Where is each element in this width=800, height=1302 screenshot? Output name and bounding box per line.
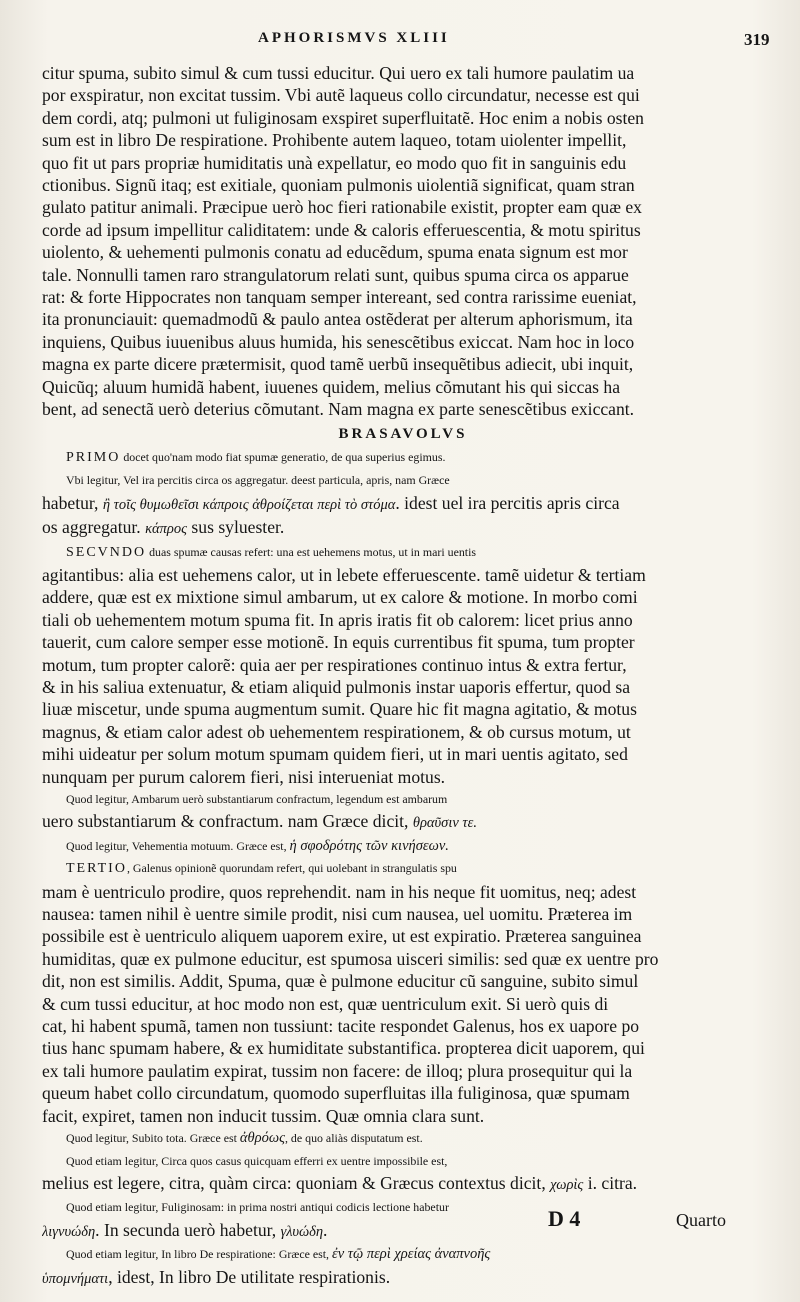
- signature-mark: D 4: [548, 1206, 581, 1231]
- paragraph-tertio: [42, 857, 764, 1127]
- text-segment: duas spumæ causas refert: una est uehemens motus, ut in mari uentis: [146, 544, 477, 559]
- text-line: mihi uideatur per solum motum spumam quidem fieri, ut in mari uentis agitato, sed: [42, 744, 628, 765]
- text-line: [42, 1127, 764, 1149]
- text-line: tius hanc spumam habere, & ex humiditate substantifica. propterea dicit uaporem, qui: [42, 1038, 645, 1059]
- text-line: motum, tum propter calorẽ: quia aer per respirationes continuo intus & extra fertur,: [42, 654, 627, 675]
- text-line: possibile est è uentriculo aliquem uaporem exire, ut est expiratio. Præterea sanguinea: [42, 926, 642, 947]
- text-line: [42, 810, 764, 834]
- greek-quotation: ἀθρόως: [239, 1130, 285, 1147]
- text-segment: , Galenus opinionẽ quorundam refert, qui uolebant in strangulatis spu: [126, 861, 457, 876]
- greek-quotation: λιγνυώδη: [42, 1223, 96, 1240]
- text-line: magna ex parte dicere prætermisit, quod tamẽ uerbũ insequẽtibus adiecit, ubi inquit,: [42, 354, 634, 375]
- text-segment: , de quo aliàs disputatum est.: [284, 1131, 423, 1146]
- paragraph-vehementia: [42, 835, 764, 857]
- greek-quotation: γλυώδη: [280, 1223, 324, 1240]
- text-line: Vbi legitur, Vel ira percitis circa os aggregatur. deest particula, apris, nam Græce: [66, 473, 450, 488]
- section-lead-word: PRIMO: [66, 449, 121, 465]
- text-line: nausea: tamen nihil è uentre simile prodit, nisi cum nausea, uel uomitu. Præterea im: [42, 904, 633, 925]
- paragraph-aphorism-commentary: [42, 62, 764, 421]
- text-segment: sus syluester.: [187, 517, 285, 538]
- text-line: [42, 492, 764, 516]
- running-head: APHORISMVS XLIII: [258, 30, 450, 46]
- text-segment: Quod legitur, Subito tota. Græce est: [66, 1131, 240, 1146]
- section-lead-word: TERTIO: [66, 861, 127, 877]
- greek-quotation: ὑπομνήματι: [42, 1270, 109, 1287]
- text-line: queum habet collo circundatum, quomodo superfluitas illa fuliginosa, quæ spumam: [42, 1083, 630, 1104]
- paragraph-circa-quos: [42, 1150, 764, 1197]
- paragraph-ambarum: [42, 788, 764, 835]
- text-segment: melius est legere, citra, quàm circa: quoniam & Græcus contextus dicit,: [42, 1172, 551, 1193]
- text-line: tale. Nonnulli tamen raro strangulatorum relati sunt, quibus spuma circa os apparue: [42, 264, 629, 285]
- text-segment: Quod etiam legitur, In libro De respiratione: Græce est,: [66, 1247, 332, 1262]
- text-line: Quod legitur, Ambarum uerò substantiarum confractum, legendum est ambarum: [66, 792, 448, 806]
- paragraph-de-respiratione: [42, 1243, 764, 1290]
- text-line: [42, 1172, 764, 1196]
- paragraph-primo: [42, 446, 764, 469]
- section-lead-word: SECVNDO: [66, 544, 147, 560]
- text-line: cat, hi habent spumã, tamen non tussiunt: tacite respondet Galenus, hos ex uapore po: [42, 1016, 640, 1037]
- text-line: Quod etiam legitur, Fuliginosam: in prima nostri antiqui codicis lectione habetur: [66, 1200, 449, 1215]
- text-line: Quod etiam legitur, Circa quos casus quicquam efferri ex uentre impossibile est,: [66, 1153, 448, 1168]
- text-body: [42, 62, 764, 1290]
- text-segment: docet quo'nam modo fiat spumæ generatio, de qua superius egimus.: [120, 449, 446, 464]
- text-line: facit, expiret, tamen non inducit tussim. Quæ omnia clara sunt.: [42, 1105, 485, 1126]
- text-line: humiditas, quæ ex pulmone educitur, est spumosa uisceri similis: sed quæ ex uentre pro: [42, 948, 659, 969]
- text-line: ita pronunciauit: quemadmodũ & paulo antea ostẽderat per alterum aphorismum, ita: [42, 309, 633, 330]
- text-line: liuæ miscetur, unde spuma augmentum sumit. Quare hic fit magna agitatio, & motus: [42, 699, 637, 720]
- section-heading-brasavolus: BRASAVOLVS: [338, 425, 468, 442]
- text-line: corde ad ipsum impellitur caliditatem: unde & caloris efferuescentia, & motu spiritus: [42, 219, 641, 240]
- text-line: & in his saliua extenuatur, & etiam aliquid pulmonis instar uaporis effertur, quod sa: [42, 676, 631, 697]
- greek-quotation: ἢ τοῖς θυμωθεῖσι κάπροις ἀθροίζεται περὶ τὸ στόμα: [102, 496, 396, 513]
- text-line: [42, 857, 764, 880]
- greek-quotation: χωρὶς: [550, 1176, 584, 1193]
- text-line: [42, 1243, 764, 1265]
- text-line: & cum tussi educitur, at hoc modo non est, quæ uentriculum exit. Si uerò quis di: [42, 993, 609, 1014]
- text-line: inquiens, Quibus iuuenibus aluus humida, his senescẽtibus exiccat. Nam hoc in loco: [42, 331, 635, 352]
- text-segment: habetur,: [42, 492, 103, 513]
- text-line: tiali ob uehementem motum spuma fit. In apris iratis fit ob calorem: licet prius anno: [42, 609, 633, 630]
- text-line: [42, 516, 764, 540]
- greek-quotation: θραῦσιν τε.: [412, 815, 477, 832]
- text-line: gulato patitur animali. Præcipue uerò hoc fieri rationabile existit, propter eam quæ ex: [42, 197, 642, 218]
- text-segment: .: [323, 1219, 328, 1240]
- text-segment: . In secunda uerò habetur,: [95, 1219, 281, 1240]
- text-line: dit, non est similis. Addit, Spuma, quæ è pulmone educitur cũ sanguine, subito simul: [42, 971, 639, 992]
- text-line: rat: & forte Hippocrates non tanquam semper intereant, sed contra rarissime eueniat,: [42, 287, 637, 308]
- text-line: nunquam per purum calorem fieri, nisi interueniat motus.: [42, 766, 446, 787]
- text-segment: i. citra.: [583, 1172, 638, 1193]
- text-line: sum est in libro De respiratione. Prohibente autem laqueo, totam uiolenter impellit,: [42, 130, 627, 151]
- text-line: Quicũq; aluum humidã habent, iuuenes quidem, melius cõmutant his qui siccas ha: [42, 376, 621, 397]
- text-line: tauerit, cum calore semper esse motionẽ. In equis currentibus fit spuma, tum propter: [42, 632, 635, 653]
- text-line: [42, 1266, 764, 1290]
- text-segment: os aggregatur.: [42, 517, 146, 538]
- text-line: addere, quæ est ex mixtione simul ambarum, ut ex calore & motione. In morbo comi: [42, 587, 638, 608]
- text-line: agitantibus: alia est uehemens calor, ut in lebete efferuescente. tamẽ uidetur & tertiam: [42, 564, 646, 585]
- page-footer: [0, 1206, 800, 1236]
- greek-quotation: κάπρος: [145, 521, 188, 538]
- greek-quotation: ἡ σφοδρότης τῶν κινήσεων.: [289, 837, 449, 854]
- text-segment: . idest uel ira percitis apris circa: [395, 492, 620, 513]
- text-line: [42, 446, 764, 469]
- paragraph-secundo: [42, 541, 764, 788]
- text-line: quo fit ut pars propriæ humiditatis unà expellatur, eo modo quo fit in sanguinis edu: [42, 152, 627, 173]
- text-line: [42, 541, 764, 564]
- text-line: [42, 835, 764, 857]
- text-segment: uero substantiarum & confractum. nam Græce dicit,: [42, 811, 413, 832]
- text-line: ex tali humore paulatim expirat, tussim non facere: de illoq; plura prosequitur qui la: [42, 1060, 633, 1081]
- text-line: uiolento, & uehementi pulmonis conatu ad educẽdum, spuma enata signum est mor: [42, 242, 628, 263]
- greek-quotation: ἐν τῷ περὶ χρείας ἀναπνοῆς: [332, 1246, 491, 1263]
- text-line: bent, ad senectã uerò deterius cõmutant. Nam magna ex parte senescẽtibus exiccant.: [42, 399, 635, 420]
- text-segment: Quod legitur, Vehementia motuum. Græce est,: [66, 838, 290, 853]
- text-line: citur spuma, subito simul & cum tussi educitur. Qui uero ex tali humore paulatim ua: [42, 63, 635, 83]
- page-number: 319: [744, 30, 770, 49]
- text-line: ctionibus. Signũ itaq; est exitiale, quoniam pulmonis uiolentiã significat, quam stran: [42, 175, 635, 196]
- text-line: por exspiratur, non excitat tussim. Vbi autẽ laqueus collo circundatur, necesse est qui: [42, 85, 640, 106]
- catchword: Quarto: [676, 1210, 726, 1230]
- text-line: mam è uentriculo prodire, quos reprehendit. nam in his neque fit uomitus, neq; adest: [42, 881, 637, 902]
- paragraph-subito-tota: [42, 1127, 764, 1149]
- text-line: magnus, & etiam calor adest ob uehementem respirationem, & ob cursus motum, ut: [42, 721, 631, 742]
- text-segment: , idest, In libro De utilitate respirationis.: [108, 1266, 391, 1287]
- text-line: dem cordi, atq; pulmoni ut fuliginosam exspiret superfluitatẽ. Hoc enim a nobis osten: [42, 107, 644, 128]
- paragraph-vbi-legitur: [42, 469, 764, 540]
